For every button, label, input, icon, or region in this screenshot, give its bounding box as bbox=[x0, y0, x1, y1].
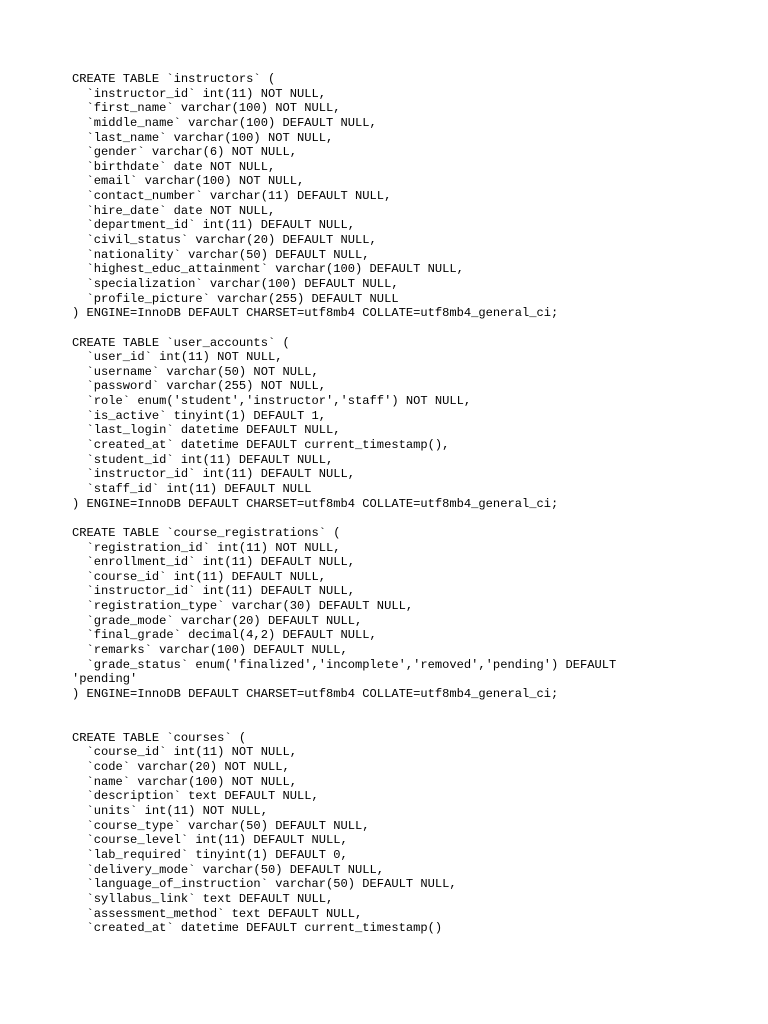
code-line: `syllabus_link` text DEFAULT NULL, bbox=[72, 891, 334, 906]
code-line: `email` varchar(100) NOT NULL, bbox=[72, 174, 305, 189]
code-line: `birthdate` date NOT NULL, bbox=[72, 159, 276, 174]
code-line: `name` varchar(100) NOT NULL, bbox=[72, 774, 297, 789]
code-line: `registration_type` varchar(30) DEFAULT NULL, bbox=[72, 599, 414, 614]
code-line: `specialization` varchar(100) DEFAULT NULL, bbox=[72, 276, 399, 291]
code-line: `instructor_id` int(11) DEFAULT NULL, bbox=[72, 584, 356, 599]
code-line: `department_id` int(11) DEFAULT NULL, bbox=[72, 218, 356, 233]
code-line: `is_active` tinyint(1) DEFAULT 1, bbox=[72, 408, 327, 423]
code-line: `lab_required` tinyint(1) DEFAULT 0, bbox=[72, 847, 348, 862]
code-line: `nationality` varchar(50) DEFAULT NULL, bbox=[72, 247, 370, 262]
code-line: `course_id` int(11) DEFAULT NULL, bbox=[72, 569, 327, 584]
sql-block-user-accounts bbox=[72, 336, 728, 512]
code-line: `last_name` varchar(100) NOT NULL, bbox=[72, 130, 334, 145]
code-line: 'pending' bbox=[72, 672, 138, 687]
code-line: `language_of_instruction` varchar(50) DEFAULT NULL, bbox=[72, 877, 457, 892]
code-line: `hire_date` date NOT NULL, bbox=[72, 203, 276, 218]
code-line: `code` varchar(20) NOT NULL, bbox=[72, 760, 290, 775]
sql-block-courses bbox=[72, 731, 728, 936]
code-line: `first_name` varchar(100) NOT NULL, bbox=[72, 101, 341, 116]
code-line: `course_level` int(11) DEFAULT NULL, bbox=[72, 833, 348, 848]
code-line: `grade_status` enum('finalized','incomplete','removed','pending') DEFAULT bbox=[72, 657, 617, 672]
code-line: `student_id` int(11) DEFAULT NULL, bbox=[72, 452, 334, 467]
code-line: `delivery_mode` varchar(50) DEFAULT NULL, bbox=[72, 862, 385, 877]
code-line: ) ENGINE=InnoDB DEFAULT CHARSET=utf8mb4 COLLATE=utf8mb4_general_ci; bbox=[72, 686, 559, 701]
code-line: `final_grade` decimal(4,2) DEFAULT NULL, bbox=[72, 628, 377, 643]
code-line: `civil_status` varchar(20) DEFAULT NULL, bbox=[72, 233, 377, 248]
code-line: CREATE TABLE `user_accounts` ( bbox=[72, 335, 290, 350]
code-line: `registration_id` int(11) NOT NULL, bbox=[72, 540, 341, 555]
sql-document bbox=[72, 72, 728, 950]
code-line: `instructor_id` int(11) DEFAULT NULL, bbox=[72, 467, 356, 482]
code-line: `created_at` datetime DEFAULT current_timestamp(), bbox=[72, 438, 450, 453]
code-line: `role` enum('student','instructor','staff') NOT NULL, bbox=[72, 394, 472, 409]
code-line: `enrollment_id` int(11) DEFAULT NULL, bbox=[72, 555, 356, 570]
code-line: `units` int(11) NOT NULL, bbox=[72, 804, 268, 819]
code-line: `assessment_method` text DEFAULT NULL, bbox=[72, 906, 363, 921]
code-line: `profile_picture` varchar(255) DEFAULT NULL bbox=[72, 291, 399, 306]
code-line: `description` text DEFAULT NULL, bbox=[72, 789, 319, 804]
code-line: `course_id` int(11) NOT NULL, bbox=[72, 745, 297, 760]
code-line: `grade_mode` varchar(20) DEFAULT NULL, bbox=[72, 613, 363, 628]
code-line: `remarks` varchar(100) DEFAULT NULL, bbox=[72, 642, 348, 657]
code-line: `last_login` datetime DEFAULT NULL, bbox=[72, 423, 341, 438]
code-line: `highest_educ_attainment` varchar(100) DEFAULT NULL, bbox=[72, 262, 464, 277]
code-line: `password` varchar(255) NOT NULL, bbox=[72, 379, 327, 394]
code-line: `user_id` int(11) NOT NULL, bbox=[72, 350, 283, 365]
code-line: `course_type` varchar(50) DEFAULT NULL, bbox=[72, 818, 370, 833]
sql-block-course-registrations bbox=[72, 526, 728, 702]
code-line: `username` varchar(50) NOT NULL, bbox=[72, 364, 319, 379]
code-line: CREATE TABLE `courses` ( bbox=[72, 730, 247, 745]
code-line: `staff_id` int(11) DEFAULT NULL bbox=[72, 481, 312, 496]
code-line: CREATE TABLE `course_registrations` ( bbox=[72, 525, 341, 540]
code-line: `instructor_id` int(11) NOT NULL, bbox=[72, 86, 327, 101]
code-line: CREATE TABLE `instructors` ( bbox=[72, 72, 276, 86]
code-line: `created_at` datetime DEFAULT current_timestamp() bbox=[72, 921, 443, 936]
code-line: ) ENGINE=InnoDB DEFAULT CHARSET=utf8mb4 COLLATE=utf8mb4_general_ci; bbox=[72, 306, 559, 321]
code-line: `gender` varchar(6) NOT NULL, bbox=[72, 145, 297, 160]
code-line: ) ENGINE=InnoDB DEFAULT CHARSET=utf8mb4 COLLATE=utf8mb4_general_ci; bbox=[72, 496, 559, 511]
sql-block-instructors bbox=[72, 72, 728, 321]
code-line: `middle_name` varchar(100) DEFAULT NULL, bbox=[72, 115, 377, 130]
code-line: `contact_number` varchar(11) DEFAULT NULL, bbox=[72, 189, 392, 204]
